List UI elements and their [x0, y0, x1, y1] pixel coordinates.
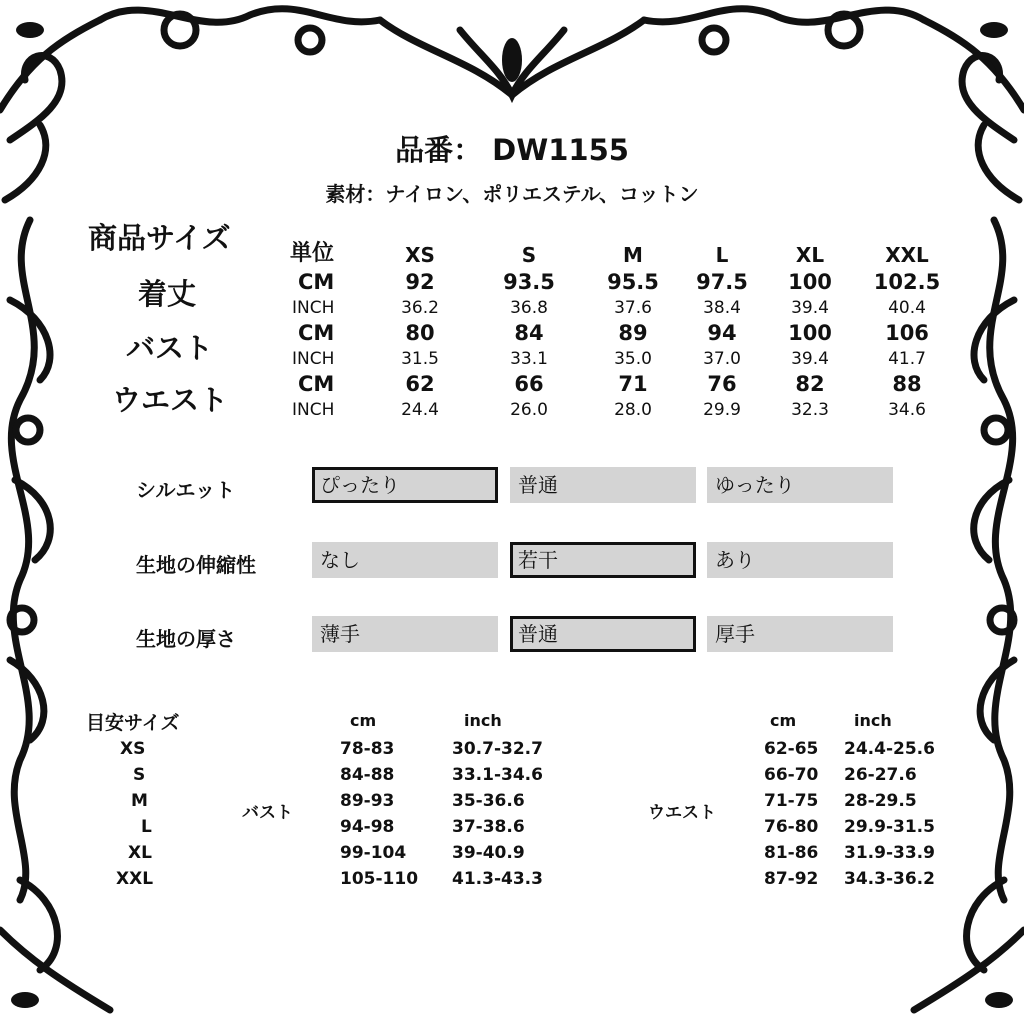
row-label-length: 着丈: [138, 277, 197, 311]
value-inch: 29.9: [703, 400, 741, 420]
option-box: 普通: [510, 467, 696, 503]
guide-bust-cm: 89-93: [340, 791, 395, 811]
value-cm: 92: [405, 270, 435, 294]
value-cm: 89: [618, 321, 648, 345]
option-box: なし: [312, 542, 498, 578]
value-inch: 36.2: [401, 298, 439, 318]
option-box-selected: ぴったり: [312, 467, 498, 503]
guide-waist-label: ウエスト: [648, 803, 716, 823]
unit-inch: INCH: [292, 400, 335, 420]
value-inch: 40.4: [888, 298, 926, 318]
guide-waist-inch: 24.4-25.6: [844, 739, 935, 759]
value-inch: 32.3: [791, 400, 829, 420]
value-inch: 33.1: [510, 349, 548, 369]
attribute-label-silhouette: シルエット: [136, 478, 236, 502]
option-box-selected: 普通: [510, 616, 696, 652]
value-inch: 39.4: [791, 349, 829, 369]
unit-cm: CM: [298, 372, 335, 396]
value-inch: 31.5: [401, 349, 439, 369]
value-cm: 82: [795, 372, 825, 396]
guide-size: L: [141, 817, 152, 837]
value-inch: 37.6: [614, 298, 652, 318]
unit-inch: INCH: [292, 298, 335, 318]
guide-waist-inch: 26-27.6: [844, 765, 917, 785]
option-box: ゆったり: [707, 467, 893, 503]
option-box: 薄手: [312, 616, 498, 652]
guide-bust-inch: 41.3-43.3: [452, 869, 543, 889]
value-cm: 94: [707, 321, 737, 345]
guide-heading: 目安サイズ: [86, 712, 180, 734]
guide-waist-cm: 71-75: [764, 791, 819, 811]
option-box: あり: [707, 542, 893, 578]
guide-waist-cm: 87-92: [764, 869, 819, 889]
guide-cm-header: cm: [770, 711, 797, 730]
row-label-bust: バスト: [126, 331, 214, 365]
size-header: M: [623, 243, 643, 267]
material-text: 素材：ナイロン、ポリエステル、コットン: [325, 182, 699, 206]
guide-waist-inch: 34.3-36.2: [844, 869, 935, 889]
guide-cm-header: cm: [350, 711, 377, 730]
guide-bust-inch: 30.7-32.7: [452, 739, 543, 759]
option-box-selected: 若干: [510, 542, 696, 578]
value-inch: 41.7: [888, 349, 926, 369]
guide-waist-inch: 28-29.5: [844, 791, 917, 811]
value-cm: 66: [514, 372, 544, 396]
value-inch: 39.4: [791, 298, 829, 318]
value-cm: 93.5: [503, 270, 555, 294]
value-cm: 97.5: [696, 270, 748, 294]
value-cm: 100: [788, 321, 832, 345]
guide-inch-header: inch: [854, 711, 892, 730]
guide-waist-inch: 31.9-33.9: [844, 843, 935, 863]
value-cm: 80: [405, 321, 435, 345]
guide-size: M: [131, 791, 148, 811]
guide-inch-header: inch: [464, 711, 502, 730]
unit-cm: CM: [298, 321, 335, 345]
size-header: XL: [795, 243, 825, 267]
value-inch: 24.4: [401, 400, 439, 420]
value-cm: 84: [514, 321, 544, 345]
option-box: 厚手: [707, 616, 893, 652]
guide-waist-cm: 81-86: [764, 843, 819, 863]
value-inch: 37.0: [703, 349, 741, 369]
value-inch: 36.8: [510, 298, 548, 318]
value-cm: 102.5: [873, 270, 941, 294]
guide-waist-inch: 29.9-31.5: [844, 817, 935, 837]
product-code: 品番： DW1155: [395, 133, 629, 167]
guide-bust-inch: 37-38.6: [452, 817, 525, 837]
value-inch: 26.0: [510, 400, 548, 420]
size-header: L: [715, 243, 729, 267]
guide-bust-cm: 78-83: [340, 739, 395, 759]
guide-waist-cm: 76-80: [764, 817, 819, 837]
guide-bust-inch: 35-36.6: [452, 791, 525, 811]
guide-waist-cm: 66-70: [764, 765, 819, 785]
unit-header: 単位: [290, 241, 335, 266]
value-cm: 71: [618, 372, 648, 396]
guide-waist-cm: 62-65: [764, 739, 819, 759]
guide-bust-label: バスト: [242, 803, 293, 823]
unit-inch: INCH: [292, 349, 335, 369]
size-header: XS: [405, 243, 435, 267]
guide-bust-cm: 99-104: [340, 843, 407, 863]
value-inch: 38.4: [703, 298, 741, 318]
attribute-label-thickness: 生地の厚さ: [136, 627, 236, 651]
size-header: S: [521, 243, 537, 267]
guide-bust-cm: 94-98: [340, 817, 395, 837]
guide-bust-cm: 84-88: [340, 765, 395, 785]
guide-bust-inch: 33.1-34.6: [452, 765, 543, 785]
value-inch: 35.0: [614, 349, 652, 369]
size-header: XXL: [885, 243, 929, 267]
value-inch: 34.6: [888, 400, 926, 420]
value-cm: 100: [788, 270, 832, 294]
value-inch: 28.0: [614, 400, 652, 420]
guide-size: XS: [120, 739, 146, 759]
guide-size: XXL: [116, 869, 154, 889]
value-cm: 88: [892, 372, 922, 396]
guide-size: S: [133, 765, 146, 785]
attribute-label-stretch: 生地の伸縮性: [136, 553, 256, 577]
value-cm: 62: [405, 372, 435, 396]
guide-size: XL: [128, 843, 152, 863]
value-cm: 76: [707, 372, 737, 396]
guide-bust-cm: 105-110: [340, 869, 419, 889]
size-table-heading: 商品サイズ: [88, 221, 231, 255]
guide-bust-inch: 39-40.9: [452, 843, 525, 863]
unit-cm: CM: [298, 270, 335, 294]
row-label-waist: ウエスト: [112, 383, 229, 417]
value-cm: 106: [885, 321, 929, 345]
value-cm: 95.5: [607, 270, 659, 294]
